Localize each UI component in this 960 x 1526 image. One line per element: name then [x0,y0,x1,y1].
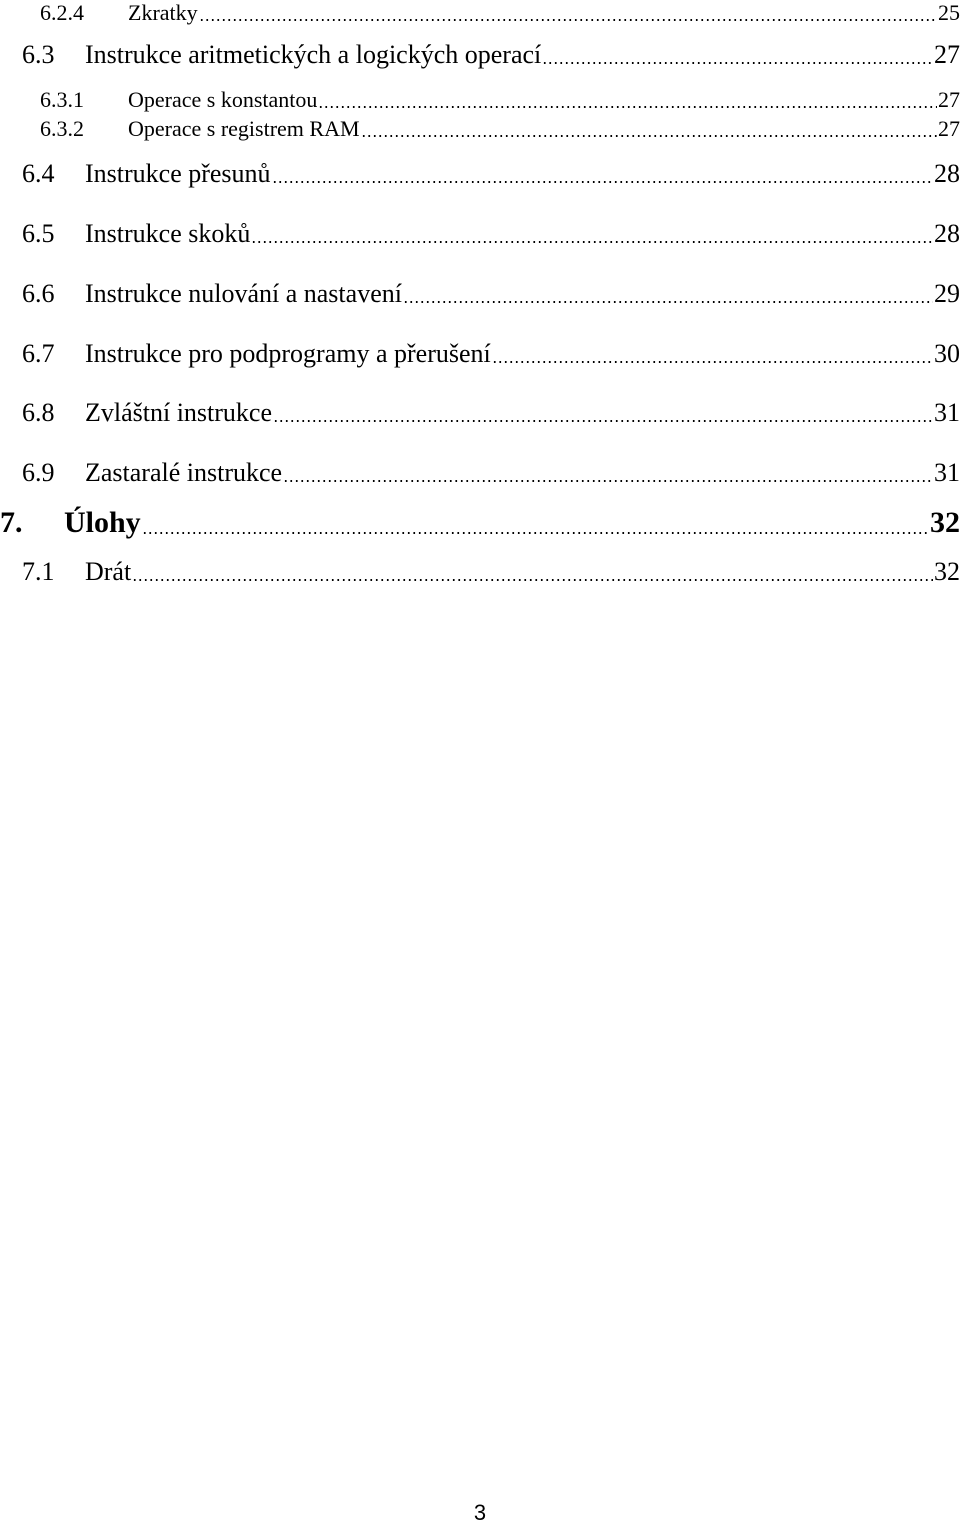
toc-entry-title: Instrukce přesunů [85,159,271,188]
toc-dot-leader [361,135,937,137]
toc-dot-leader [283,480,933,482]
toc-entry-title: Drát [85,557,132,586]
toc-entry-title: Instrukce aritmetických a logických operací [85,40,542,69]
toc-entry[interactable] [40,87,960,113]
toc-entry-number: 6.6 [22,279,55,308]
toc-dot-leader [318,106,937,108]
toc-entry-number: 6.3.2 [40,116,84,141]
toc-entry-page: 27 [934,40,960,69]
toc-entry-title: Instrukce pro podprogramy a přerušení [85,339,491,368]
toc-entry[interactable] [22,339,960,369]
toc-dot-leader [273,420,933,422]
toc-dot-leader [492,361,933,363]
toc-dot-leader [272,181,933,183]
toc-entry-title: Zvláštní instrukce [85,398,273,427]
toc-entry-chapter[interactable] [0,506,960,540]
page-number: 3 [473,1500,487,1525]
toc-entry-title: Úlohy [64,506,141,539]
toc-entry-number: 6.2.4 [40,0,84,25]
toc-entry-title: Zkratky [128,0,198,25]
toc-entry-page: 31 [934,458,960,487]
toc-entry-page: 27 [938,87,960,112]
toc-entry-title: Instrukce skoků [85,219,251,248]
toc-entry-number: 6.3.1 [40,87,84,112]
toc-entry[interactable] [22,458,960,488]
toc-entry-number: 7.1 [22,557,55,586]
toc-entry-title: Operace s konstantou [128,87,318,112]
toc-entry-page: 29 [934,279,960,308]
toc-entry-page: 31 [934,398,960,427]
toc-dot-leader [199,19,937,21]
toc-entry-title: Instrukce nulování a nastavení [85,279,402,308]
toc-entry-title: Operace s registrem RAM [128,116,360,141]
toc-entry-number: 6.7 [22,339,55,368]
toc-dot-leader [142,532,929,534]
toc-entry[interactable] [22,398,960,428]
toc-entry[interactable] [22,279,960,309]
toc-entry-number: 6.9 [22,458,55,487]
toc-entry[interactable] [22,219,960,249]
toc-entry-page: 30 [934,339,960,368]
toc-entry-page: 27 [938,116,960,141]
toc-entry[interactable] [40,116,960,142]
toc-entry-number: 6.4 [22,159,55,188]
toc-entry[interactable] [22,159,960,189]
toc-dot-leader [132,579,933,581]
toc-entry-page: 25 [938,0,960,25]
toc-entry-page: 28 [934,159,960,188]
toc-entry-page: 32 [934,557,960,586]
toc-entry-title: Zastaralé instrukce [85,458,283,487]
toc-entry[interactable] [22,557,960,587]
toc-dot-leader [542,62,933,64]
toc-entry[interactable] [22,40,960,70]
toc-entry-number: 7. [0,506,23,539]
toc-dot-leader [251,241,933,243]
toc-entry[interactable] [40,0,960,26]
toc-entry-page: 28 [934,219,960,248]
toc-entry-page: 32 [930,506,960,539]
toc-entry-number: 6.8 [22,398,55,427]
toc-dot-leader [403,301,933,303]
toc-entry-number: 6.5 [22,219,55,248]
toc-entry-number: 6.3 [22,40,55,69]
